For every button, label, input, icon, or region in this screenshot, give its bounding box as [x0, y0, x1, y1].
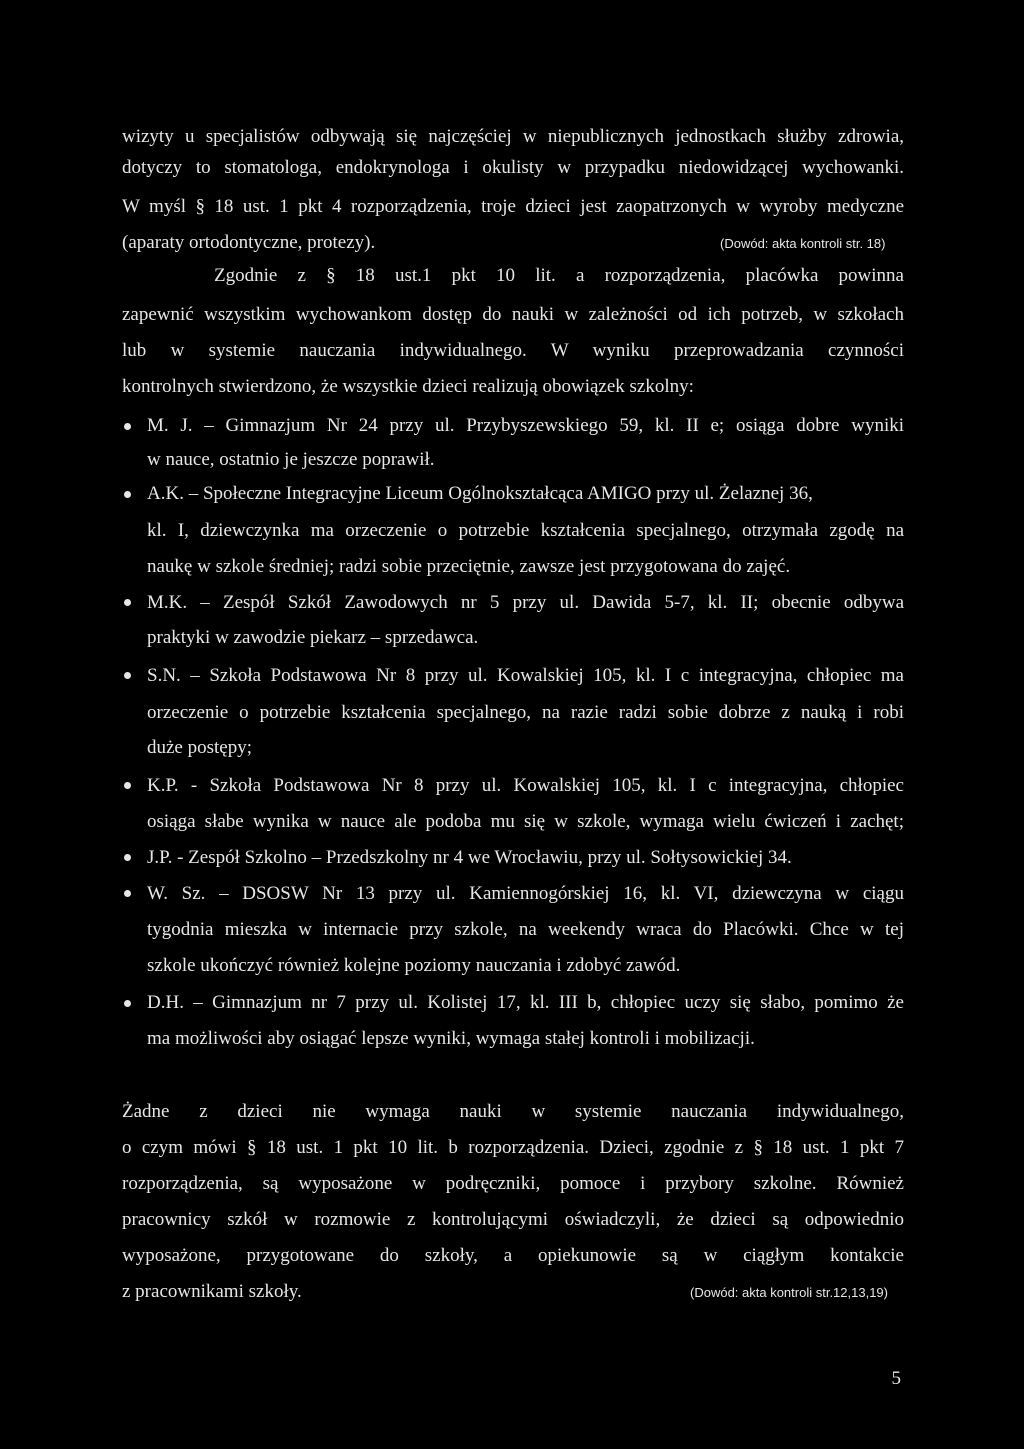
text-line: zapewnić wszystkim wychowankom dostęp do nauki w zależności od ich potrzeb, w szkołach [122, 304, 904, 325]
bullet-dot [124, 491, 131, 498]
list-item-line: szkole ukończyć również kolejne poziomy nauczania i zdobyć zawód. [147, 955, 681, 976]
bullet-dot [124, 423, 131, 430]
text-line: dotyczy to stomatologa, endokrynologa i okulisty w przypadku niedowidzącej wychowanki. [122, 157, 904, 178]
list-item-line: w nauce, ostatnio je jeszcze poprawił. [147, 449, 435, 470]
text-line: o czym mówi § 18 ust. 1 pkt 10 lit. b rozporządzenia. Dzieci, zgodnie z § 18 ust. 1 pkt 7 [122, 1137, 904, 1158]
list-item-line: J.P. - Zespół Szkolno – Przedszkolny nr 4 we Wrocławiu, przy ul. Sołtysowickiej 34. [147, 847, 792, 868]
text-line: Zgodnie z § 18 ust.1 pkt 10 lit. a rozporządzenia, placówka powinna [214, 265, 904, 286]
text-line: lub w systemie nauczania indywidualnego. W wyniku przeprowadzania czynności [122, 340, 904, 361]
text-line: kontrolnych stwierdzono, że wszystkie dzieci realizują obowiązek szkolny: [122, 376, 694, 397]
list-item-line: orzeczenie o potrzebie kształcenia specjalnego, na razie radzi sobie dobrze z nauką i robi [147, 702, 904, 723]
bullet-dot [124, 890, 131, 897]
bullet-dot [124, 782, 131, 789]
list-item-line: S.N. – Szkoła Podstawowa Nr 8 przy ul. Kowalskiej 105, kl. I c integracyjna, chłopiec ma [147, 665, 904, 686]
list-item-line: naukę w szkole średniej; radzi sobie przeciętnie, zawsze jest przygotowana do zajęć. [147, 556, 791, 577]
text-line: (aparaty ortodontyczne, protezy). [122, 232, 376, 253]
evidence-note: (Dowód: akta kontroli str.12,13,19) [690, 1285, 888, 1300]
text-line: Żadne z dzieci nie wymaga nauki w systemie nauczania indywidualnego, [122, 1101, 904, 1122]
bullet-dot [124, 672, 131, 679]
list-item-line: tygodnia mieszka w internacie przy szkole, na weekendy wraca do Placówki. Chce w tej [147, 919, 904, 940]
page-number: 5 [891, 1368, 901, 1389]
list-item-line: kl. I, dziewczynka ma orzeczenie o potrzebie kształcenia specjalnego, otrzymała zgodę na [147, 520, 904, 541]
list-item-line: duże postępy; [147, 737, 253, 758]
text-line: rozporządzenia, są wyposażone w podręczniki, pomoce i przybory szkolne. Również [122, 1173, 904, 1194]
text-line: wyposażone, przygotowane do szkoły, a opiekunowie są w ciągłym kontakcie [122, 1245, 904, 1266]
list-item-line: M.K. – Zespół Szkół Zawodowych nr 5 przy ul. Dawida 5-7, kl. II; obecnie odbywa [147, 592, 904, 613]
text-line: z pracownikami szkoły. [122, 1281, 302, 1302]
text-line: wizyty u specjalistów odbywają się najczęściej w niepublicznych jednostkach służby zdrowia, [122, 126, 904, 147]
bullet-dot [124, 1000, 131, 1007]
list-item-line: W. Sz. – DSOSW Nr 13 przy ul. Kamiennogórskiej 16, kl. VI, dziewczyna w ciągu [147, 883, 904, 904]
bullet-dot [124, 599, 131, 606]
bullet-dot [124, 854, 131, 861]
list-item-line: osiąga słabe wynika w nauce ale podoba mu się w szkole, wymaga wielu ćwiczeń i zachęt; [147, 811, 904, 832]
list-item-line: praktyki w zawodzie piekarz – sprzedawca. [147, 627, 479, 648]
list-item-line: ma możliwości aby osiągać lepsze wyniki, wymaga stałej kontroli i mobilizacji. [147, 1028, 755, 1049]
list-item-line: D.H. – Gimnazjum nr 7 przy ul. Kolistej 17, kl. III b, chłopiec uczy się słabo, pomimo że [147, 992, 904, 1013]
text-line: pracownicy szkół w rozmowie z kontrolującymi oświadczyli, że dzieci są odpowiednio [122, 1209, 904, 1230]
list-item-line: A.K. – Społeczne Integracyjne Liceum Ogólnokształcąca AMIGO przy ul. Żelaznej 36, [147, 483, 813, 504]
list-item-line: M. J. – Gimnazjum Nr 24 przy ul. Przybyszewskiego 59, kl. II e; osiąga dobre wyniki [147, 415, 904, 436]
evidence-note: (Dowód: akta kontroli str. 18) [720, 236, 886, 251]
text-line: W myśl § 18 ust. 1 pkt 4 rozporządzenia, troje dzieci jest zaopatrzonych w wyroby medyczne [122, 196, 904, 217]
list-item-line: K.P. - Szkoła Podstawowa Nr 8 przy ul. Kowalskiej 105, kl. I c integracyjna, chłopiec [147, 775, 904, 796]
